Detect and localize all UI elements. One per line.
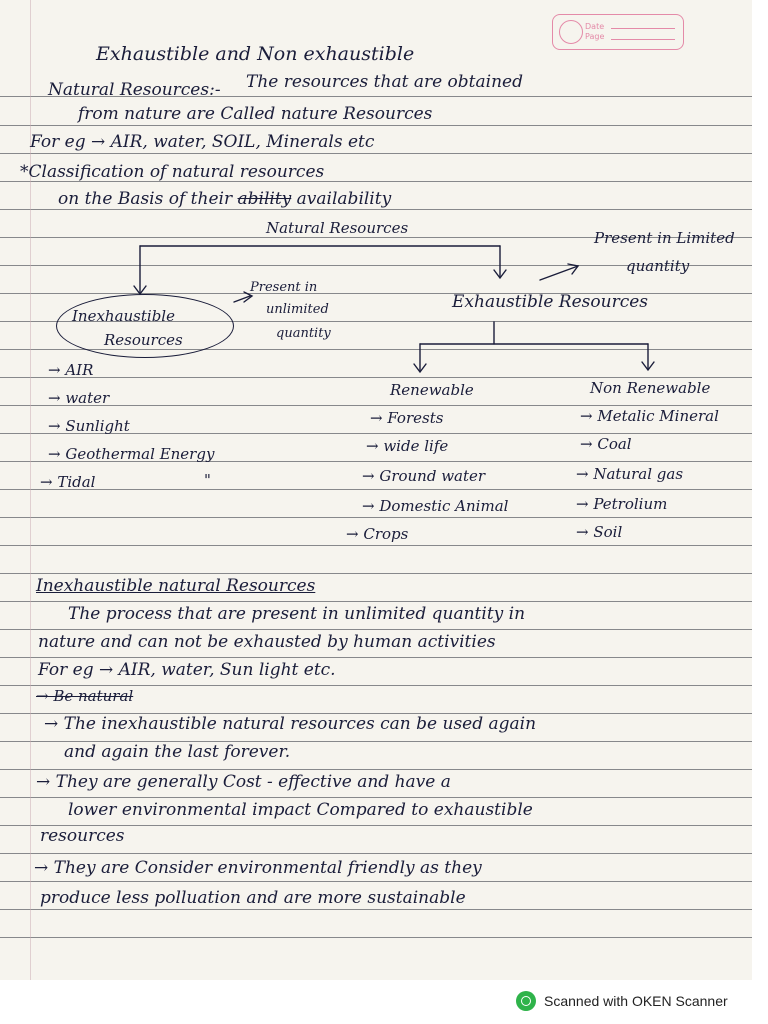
struck-note: → Be natural: [36, 687, 134, 705]
inexhaustible-note-line3: quantity: [276, 326, 331, 341]
inexhaustible-note-line2: unlimited: [266, 302, 329, 317]
non-renewable-label: Non Renewable: [590, 379, 711, 397]
inexhaustible-item: → Tidal: [40, 473, 96, 491]
inexhaustible-item: → Geothermal Energy: [48, 445, 215, 463]
exhaustible-label: Exhaustible Resources: [452, 292, 649, 312]
page-title: Exhaustible and Non exhaustible: [96, 43, 415, 65]
definition-text-line1: The resources that are obtained: [246, 72, 523, 92]
renewable-item: → wide life: [366, 437, 449, 455]
section-paragraph-line3: For eg → AIR, water, Sun light etc.: [38, 660, 336, 680]
inexhaustible-label-line2: Resources: [104, 331, 183, 349]
renewable-item: → Crops: [346, 525, 409, 543]
renewable-label: Renewable: [390, 381, 474, 399]
bullet-line: → They are Consider environmental friendly as they: [34, 858, 482, 878]
renewable-item: → Domestic Animal: [362, 497, 509, 515]
non-renewable-item: → Metalic Mineral: [580, 407, 719, 425]
inexhaustible-item: → water: [48, 389, 110, 407]
stamp-page-label: Page: [585, 32, 605, 41]
non-renewable-item: → Natural gas: [576, 465, 684, 483]
section-heading: Inexhaustible natural Resources: [36, 576, 316, 596]
classification-basis: on the Basis of their ability availability: [58, 189, 392, 209]
definition-label: Natural Resources:-: [48, 80, 221, 100]
ditto-mark: ": [204, 471, 211, 489]
scanner-label: Scanned with OKEN Scanner: [544, 993, 728, 1009]
section-paragraph-line1: The process that are present in unlimited quantity in: [68, 604, 526, 624]
non-renewable-item: → Petrolium: [576, 495, 668, 513]
exhaustible-note-line2: quantity: [626, 257, 690, 275]
diagram-root-label: Natural Resources: [266, 219, 409, 237]
inexhaustible-note-line1: Present in: [250, 280, 318, 295]
scanner-logo-icon: [516, 991, 536, 1011]
non-renewable-item: → Coal: [580, 435, 632, 453]
definition-example: For eg → AIR, water, SOIL, Minerals etc: [30, 132, 375, 152]
bullet-line: lower environmental impact Compared to exhaustible: [68, 800, 533, 820]
stamp-date-label: Date: [585, 22, 605, 31]
bullet-line: and again the last forever.: [64, 742, 291, 762]
renewable-item: → Forests: [370, 409, 444, 427]
bullet-line: resources: [40, 826, 125, 846]
bullet-line: produce less polluation and are more sustainable: [40, 888, 466, 908]
bullet-line: → The inexhaustible natural resources can be used again: [44, 714, 537, 734]
definition-text-line2: from nature are Called nature Resources: [78, 104, 433, 124]
inexhaustible-label-line1: Inexhaustible: [72, 307, 175, 325]
renewable-item: → Ground water: [362, 467, 486, 485]
inexhaustible-item: → AIR: [48, 361, 94, 379]
non-renewable-item: → Soil: [576, 523, 623, 541]
inexhaustible-item: → Sunlight: [48, 417, 130, 435]
scanner-watermark: [516, 990, 728, 1012]
bullet-line: → They are generally Cost - effective and have a: [36, 772, 451, 792]
exhaustible-note-line1: Present in Limited: [594, 229, 735, 247]
section-paragraph-line2: nature and can not be exhausted by human activities: [38, 632, 496, 652]
classification-heading: *Classification of natural resources: [20, 162, 325, 182]
